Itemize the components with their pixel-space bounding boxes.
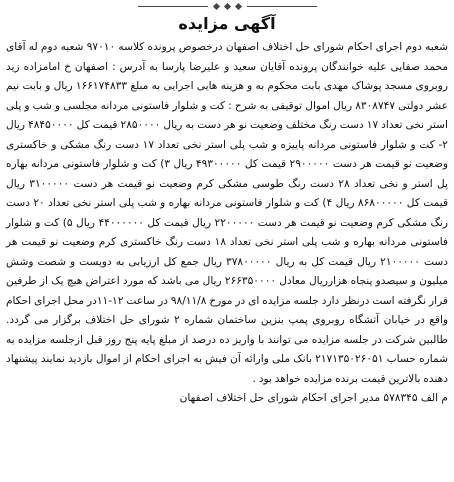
ornament-dot bbox=[234, 3, 241, 10]
notice-body: شعبه دوم اجرای احکام شورای حل اختلاف اصفهان درخصوص پرونده کلاسه ۹۷۰۱۰ شعبه دوم له آقای محمد صفایی علیه خوانندگان پرونده آقایان سعید و علیرضا پارسا به آدرس : اصفهان خ امامزاده زید روبروی مسجد پوشاک مهدی بابت محکوم به و هزینه هایی اجرایی به مبلغ ۱۶۶۱۷۴۸۳۳ ریال و بابت نیم عشر دولتی ۸۳۰۸۷۴۷ ریال اموال توقیفی به شرح : کت و شلوار فاستونی مردانه مجلسی و شب و پلی استر نخی تعداد ۱۷ دست رنگ مختلف وضعیت نو هر دست به ریال ۲۸۵۰۰۰۰ قیمت کل ۴۸۴۵۰۰۰۰ ریال ۲- کت و شلوار فاستونی مردانه پاییزه و شب پلی استر نخی تعداد ۱۷ دست رنگ مشکی و خاکستری وضعیت نو قیمت هر دست ۲۹۰۰۰۰۰ قیمت کل ۴۹۳۰۰۰۰۰ ریال ۳) کت و شلوار فاستونی مردانه بهاره پل استر و نخی تعداد ۲۸ دست رنگ طوسی مشکی کرم وضعیت نو قیمت هر دست ۳۱۰۰۰۰۰ ریال قیمت کل ۸۶۸۰۰۰۰۰ ریال ۴) کت و شلوار فاستونی مردانه بهاره و شب پلی استر نخی تعداد ۲۰ دست رنگ مشکی کرم وضعیت نو قیمت هر دست ۲۲۰۰۰۰۰ ریال قیمت کل ۴۴۰۰۰۰۰۰ ریال ۵) کت و شلوار فاستونی مردانه بهاره و شب پلی استر نخی تعداد ۱۸ دست رنگ خاکستری کرم وضعیت نو قیمت هر دست ۲۱۰۰۰۰۰ ریال قیمت کل به ریال ۳۷۸۰۰۰۰۰ ریال جمع کل ارزیابی به دویست و شصت وشش میلیون و سیصدو پنجاه هزارریال معادل ۲۶۶۳۵۰۰۰۰ ریال می باشد که مورد اعتراض هیچ یک از طرفین قرار نگرفته است درنظر دارد جلسه مزایده ای در مورخ ۹۸/۱۱/۸ در ساعت ۱۲-۱۱در محل اجرای احکام واقع در خیابان آتشگاه روبروی پمپ بنزین ساختمان شماره ۲ شورای حل اختلاف برگزار می گردد. طالبین شرکت در جلسه مزایده می توانند با واریز ده درصد از مبلغ پایه پنج روز قبل ازجلسه مزایده به شماره حساب ۲۱۷۱۳۵۰۲۶۰۵۱ بانک ملی وارائه آن فیش به اجرای احکام از اموال بازدید نمایند پیشنهاد دهنده بالاترین قیمت برنده مزایده خواهد بود . bbox=[6, 41, 449, 385]
ornament-rule-left bbox=[138, 6, 208, 7]
ornament-dot bbox=[212, 3, 219, 10]
ornament-dot bbox=[223, 3, 230, 10]
notice-title: آگهی مزایده bbox=[178, 14, 276, 33]
notice-signature: م الف ۵۷۸۳۴۵ مدیر اجرای احکام شورای حل اختلاف اصفهان bbox=[179, 392, 448, 404]
ornament-rule-right bbox=[247, 6, 317, 7]
dots-separator-icon bbox=[6, 0, 448, 13]
